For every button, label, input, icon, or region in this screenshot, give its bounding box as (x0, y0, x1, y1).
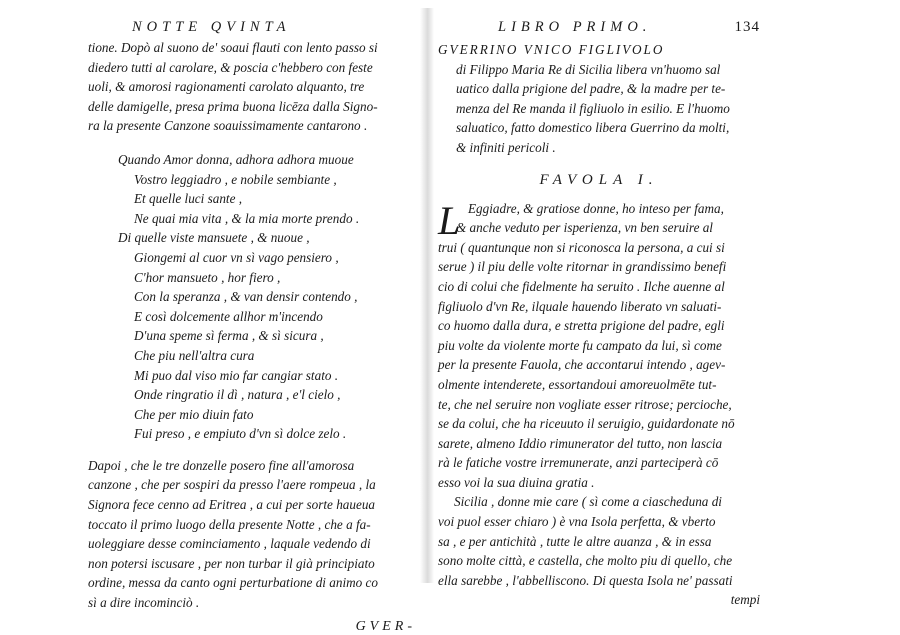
text-line: olmente intenderete, essortandoui amoreuolmēte tut- (438, 376, 717, 392)
verse-line: C'hor mansueto , hor fiero , (134, 269, 281, 285)
fable-text (438, 199, 760, 610)
verse-line: Quando Amor donna, adhora adhora muoue (118, 151, 354, 167)
running-head-right (438, 18, 760, 36)
text-line: sa , e per antichità , tutte le altre auanza , & in essa (438, 533, 712, 549)
text-line: voi puol esser chiaro ) è vna Isola perfetta, & vberto (438, 514, 716, 530)
catchword-right: tempi (730, 592, 760, 608)
text-line: Sicilia , donne mie care ( sì come a ciascheduna di (454, 494, 722, 510)
text-line: se da colui, che ha riceuuto il seruigio, guidardonate nō (438, 416, 735, 432)
text-line: figliuolo d'vn Re, ilquale hauendo liberato vn saluati- (438, 298, 722, 314)
text-line: non potersi iscusare , per non turbar il già principiato (88, 555, 375, 571)
argument-line: di Filippo Maria Re di Sicilia libera vn'huomo sal (456, 61, 721, 77)
text-line: esso voi la sua diuina gratia . (438, 474, 595, 490)
text-line: sarete, almeno Iddio rimunerator del tutto, non lascia (438, 435, 723, 451)
text-line: toccato il primo luogo della presente Notte , che a fa- (88, 516, 371, 532)
verse-line: Che per mio diuin fato (134, 406, 254, 422)
prose-block-1 (88, 38, 418, 136)
verse-line: Che piu nell'altra cura (134, 347, 255, 363)
verse-line: Di quelle viste mansuete , & nuoue , (118, 230, 310, 246)
running-head-left: NOTTE QVINTA (132, 19, 291, 35)
text-line: tione. Dopò al suono de' soaui flauti con lento passo si (88, 40, 378, 55)
text-line: canzone , che per sospiri da presso l'aere rompeua , la (88, 477, 376, 493)
verse-line: E così dolcemente allhor m'incendo (134, 308, 323, 324)
argument-line: menza del Re manda il figliuolo in esilio. E l'huomo (456, 100, 730, 116)
verse-line: Onde ringratio il dì , natura , e'l cielo , (134, 387, 341, 403)
text-line: serue ) il piu delle volte ritornar in grandissimo benefi (438, 259, 727, 275)
text-line: Signora fece cenno ad Eritrea , a cui per sorte haueua (88, 497, 376, 513)
verse-line: Con la speranza , & van densir contendo , (134, 289, 358, 305)
argument-line: saluatico, fatto domestico libera Guerrino da molti, (456, 120, 730, 136)
text-line: ella sarebbe , l'abbelliscono. Di questa Isola ne' passati (438, 572, 733, 588)
book-gutter (420, 8, 434, 583)
chapter-argument (438, 40, 760, 158)
left-page (88, 18, 418, 634)
verse-line: Ne quai mia vita , & la mia morte prendo . (134, 210, 360, 226)
text-line: uoleggiare desse cominciamento , laquale vedendo di (88, 536, 371, 552)
running-head-title: LIBRO PRIMO. (498, 19, 652, 35)
text-line: cio di colui che fidelmente ha seruito . Ilche auenne al (438, 278, 725, 294)
prose-block-2 (88, 456, 418, 613)
fable-title: FAVOLA I. (539, 171, 659, 188)
verse-line: Giongemi al cuor vn sì vago pensiero , (134, 249, 339, 265)
argument-line: & infiniti pericoli . (456, 139, 556, 155)
argument-line: uatico dalla prigione del padre, & la madre per te- (456, 81, 726, 97)
text-line: rà le fatiche vostre irremunerate, anzi parteciperà cō (438, 455, 719, 471)
verse-line: D'una speme sì ferma , & sì sicura , (134, 328, 324, 344)
text-line: per la presente Fauola, che accontarui intendo , agev- (438, 357, 726, 373)
text-line: diedero tutti al carolare, & poscia c'hebbero con feste (88, 59, 373, 75)
text-line: ordine, messa da canto ogni perturbatione di animo co (88, 575, 378, 591)
argument-title: GVERRINO VNICO FIGLIVOLO (438, 42, 665, 57)
text-line: uoli, & amorosi ragionamenti carolato alquanto, tre (88, 79, 365, 95)
canzone-verse (118, 150, 418, 444)
text-line: Eggiadre, & gratiose donne, ho inteso per fama, (468, 200, 724, 216)
verse-line: Vostro leggiadro , e nobile sembiante , (134, 171, 337, 187)
text-line: Dapoi , che le tre donzelle posero fine all'amorosa (88, 457, 355, 473)
text-line: sono molte città, e castella, che molto piu di quello, che (438, 553, 733, 569)
verse-line: Et quelle luci sante , (134, 191, 243, 207)
text-line: delle damigelle, presa prima buona licēza dalla Signo- (88, 98, 378, 114)
page-number: 134 (734, 19, 760, 35)
text-line: ra la presente Canzone soauissimamente cantarono . (88, 118, 368, 134)
text-line: sì a dire incominciò . (88, 595, 200, 611)
text-line: & anche veduto per isperienza, vn ben seruire al (456, 220, 713, 236)
verse-line: Mi puo dal viso mio far cangiar stato . (134, 367, 339, 383)
text-line: te, che nel seruire non vogliate esser ritrose; percioche, (438, 396, 732, 412)
verse-line: Fui preso , e empiuto d'vn sì dolce zelo . (134, 426, 347, 442)
right-page (438, 18, 760, 608)
text-line: co huomo dalla dura, e stretta prigione del padre, egli (438, 318, 725, 334)
drop-cap: L (438, 197, 461, 243)
catchword: GVER- (355, 618, 416, 634)
text-line: piu volte da violente morte fu campato da lui, sì come (438, 337, 722, 353)
text-line: trui ( quantunque non si riconosca la persona, a cui si (438, 239, 725, 255)
